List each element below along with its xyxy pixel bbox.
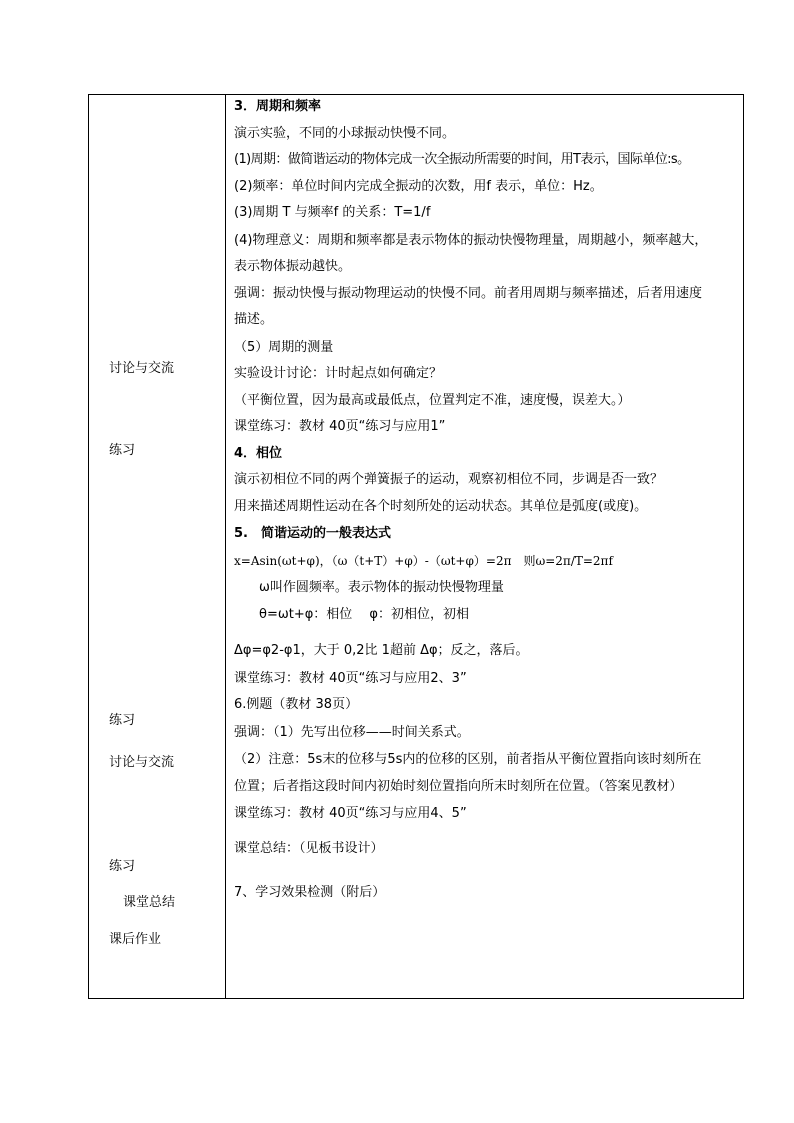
formula-line: x=Asin(ωt+φ)，（ω（t+T）+φ）-（ωt+φ）=2π 则ω=2π/T=2πf: [234, 554, 613, 568]
text-line: (1)周期：做简谐运动的物体完成一次全振动所需要的时间，用T表示，国际单位:s。: [234, 152, 690, 167]
text-line: (2)频率：单位时间内完成全振动的次数，用f 表示，单位：Hz。: [234, 179, 603, 194]
text-line: 7、学习效果检测（附后）: [234, 885, 386, 900]
text-line: 课堂总结：（见板书设计）: [234, 841, 384, 856]
text-line: ω叫作圆频率。表示物体的振动快慢物理量: [259, 580, 504, 595]
text-line: 演示实验，不同的小球振动快慢不同。: [234, 126, 456, 141]
text-line: θ=ωt+φ：相位 φ：初相位，初相: [259, 607, 470, 622]
text-line: (3)周期 T 与频率f 的关系：T=1/f: [234, 205, 431, 220]
text-line: 强调：（1）先写出位移——时间关系式。: [234, 725, 470, 740]
heading-phase: 4．相位: [234, 446, 283, 461]
heading-general-expression: 5. 简谐运动的一般表达式: [234, 526, 391, 541]
column-divider: [225, 95, 226, 998]
label-discussion-2: 讨论与交流: [109, 755, 175, 770]
lesson-table: [88, 94, 744, 999]
text-line: 实验设计讨论：计时起点如何确定？: [234, 366, 443, 381]
heading-period-frequency: 3．周期和频率: [234, 99, 322, 114]
text-line: 位置；后者指这段时间内初始时刻位置指向所末时刻所在位置。（答案见教材）: [234, 779, 683, 794]
text-line: 表示物体振动越快。: [234, 259, 352, 274]
label-practice-2: 练习: [109, 713, 136, 728]
text-line: 课堂练习：教材 40页“练习与应用4、5”: [234, 806, 467, 821]
text-line: 课堂练习：教材 40页“练习与应用2、3”: [234, 671, 467, 686]
label-homework: 课后作业: [109, 932, 162, 947]
text-line: 演示初相位不同的两个弹簧振子的运动，观察初相位不同，步调是否一致？: [234, 472, 664, 487]
text-line: （2）注意：5s末的位移与5s内的位移的区别，前者指从平衡位置指向该时刻所在: [234, 752, 702, 767]
text-line: （5）周期的测量: [234, 340, 334, 355]
label-discussion-1: 讨论与交流: [109, 361, 175, 376]
text-line: (4)物理意义：周期和频率都是表示物体的振动快慢物理量，周期越小，频率越大，: [234, 233, 708, 248]
text-line: 课堂练习：教材 40页“练习与应用1”: [234, 419, 446, 434]
text-line: 强调：振动快慢与振动物理运动的快慢不同。前者用周期与频率描述，后者用速度: [234, 286, 703, 301]
text-line: 描述。: [234, 312, 274, 327]
text-line: （平衡位置，因为最高或最低点，位置判定不准，速度慢，误差大。）: [234, 393, 631, 408]
formula-line: Δφ=φ2-φ1，大于 0,2比 1超前 Δφ；反之，落后。: [234, 643, 529, 658]
text-line: 用来描述周期性运动在各个时刻所处的运动状态。其单位是弧度(或度)。: [234, 499, 648, 514]
label-summary: 课堂总结: [123, 895, 176, 910]
label-practice-1: 练习: [109, 443, 136, 458]
text-line: 6.例题（教材 38页）: [234, 697, 359, 712]
label-practice-3: 练习: [109, 859, 136, 874]
